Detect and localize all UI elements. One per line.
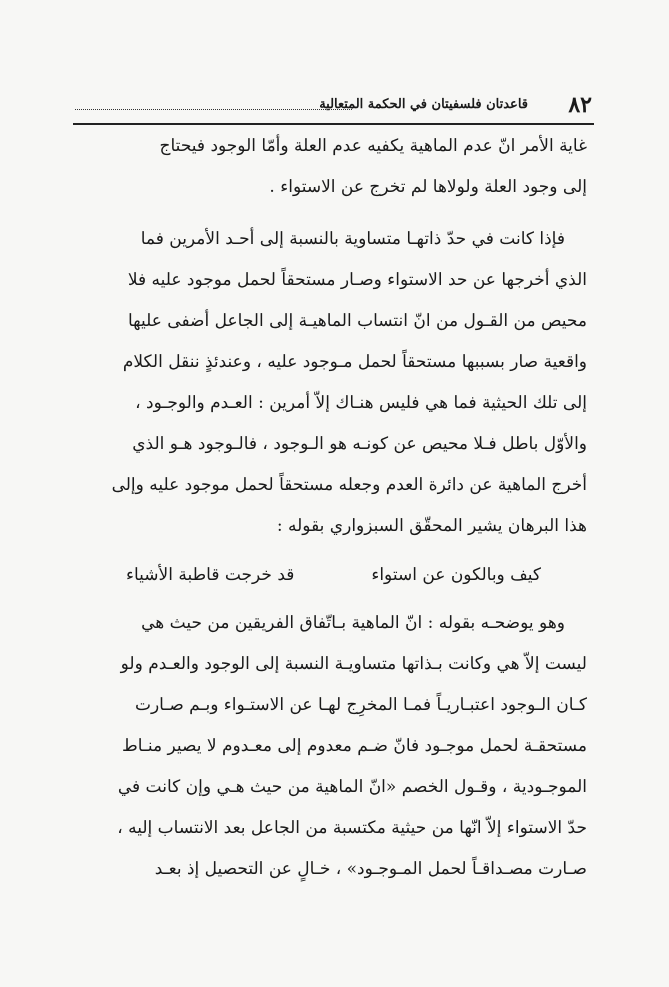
verse-first-hemistich: كيف وبالكون عن استواء	[371, 565, 541, 585]
text-line: إلى تلك الحيثية فما هي فليس هنـاك إلاّ أمرين : العـدم والوجـود ،	[135, 393, 587, 413]
text-line: واقعية صار بسببها مستحقاً لحمل مـوجود عليه ، وعندئذٍ ننقل الكلام	[122, 352, 587, 372]
text-line: الموجـودية ، وقـول الخصم «انّ الماهية من حيث هـي وإن كانت في	[117, 777, 587, 797]
text-line: هذا البرهان يشير المحقّق السبزواري بقوله :	[276, 516, 587, 536]
paragraph-2	[66, 219, 587, 547]
text-line: أخرج الماهية عن دائرة العدم وجعله مستحقاً لحمل موجود عليه وإلى	[111, 475, 587, 495]
text-line: وهو يوضحـه بقوله : انّ الماهية بـاتّفاق الفريقين من حيث هي	[141, 613, 565, 633]
text-line: الذي أخرجها عن حد الاستواء وصـار مستحقاً لحمل موجود عليه فلا	[127, 270, 587, 290]
paragraph-3	[66, 603, 587, 890]
verse-second-hemistich: قد خرجت قاطبة الأشياء	[126, 565, 295, 585]
page-number: ٨٢	[568, 92, 592, 118]
text-line: إلى وجود العلة ولولاها لم تخرج عن الاستواء .	[269, 177, 587, 197]
text-line: ليست إلاّ هي وكانت بـذاتها متساويـة النسبة إلى الوجود والعـدم ولو	[120, 654, 587, 674]
paragraph-1	[66, 126, 587, 208]
text-line: محيص من القـول من انّ انتساب الماهيـة إلى الجاعل أضفى عليها	[127, 311, 587, 331]
dotted-leader	[75, 109, 352, 110]
page-header	[75, 92, 592, 118]
body-text	[66, 126, 587, 890]
text-line: والأوّل باطل فـلا محيص عن كونـه هو الـوجود ، فالـوجود هـو الذي	[132, 434, 587, 454]
text-line: مستحقـة لحمل موجـود فانّ ضـم معدوم إلى معـدوم لا يصير منـاط	[122, 736, 587, 756]
text-line: صـارت مصـداقـاً لحمل المـوجـود» ، خـالٍ عن التحصيل إذ بعـد	[154, 859, 587, 879]
text-line: حدّ الاستواء إلاّ انّها من حيثية مكتسبة من الجاعل بعد الانتساب إليه ،	[117, 818, 587, 838]
text-line: كـان الـوجود اعتبـاريـاً فمـا المخرِج لهـا عن الاستـواء وبـم صـارت	[134, 695, 587, 715]
text-line: فإذا كانت في حدّ ذاتهـا متساوية بالنسبة إلى أحـد الأمرين فما	[140, 229, 565, 249]
text-line: غاية الأمر انّ عدم الماهية يكفيه عدم العلة وأمّا الوجود فيحتاج	[159, 136, 587, 156]
poetry-verse	[66, 547, 587, 603]
running-title: قاعدتان فلسفيتان في الحكمة المتعالية	[319, 97, 528, 112]
header-rule	[73, 123, 594, 125]
